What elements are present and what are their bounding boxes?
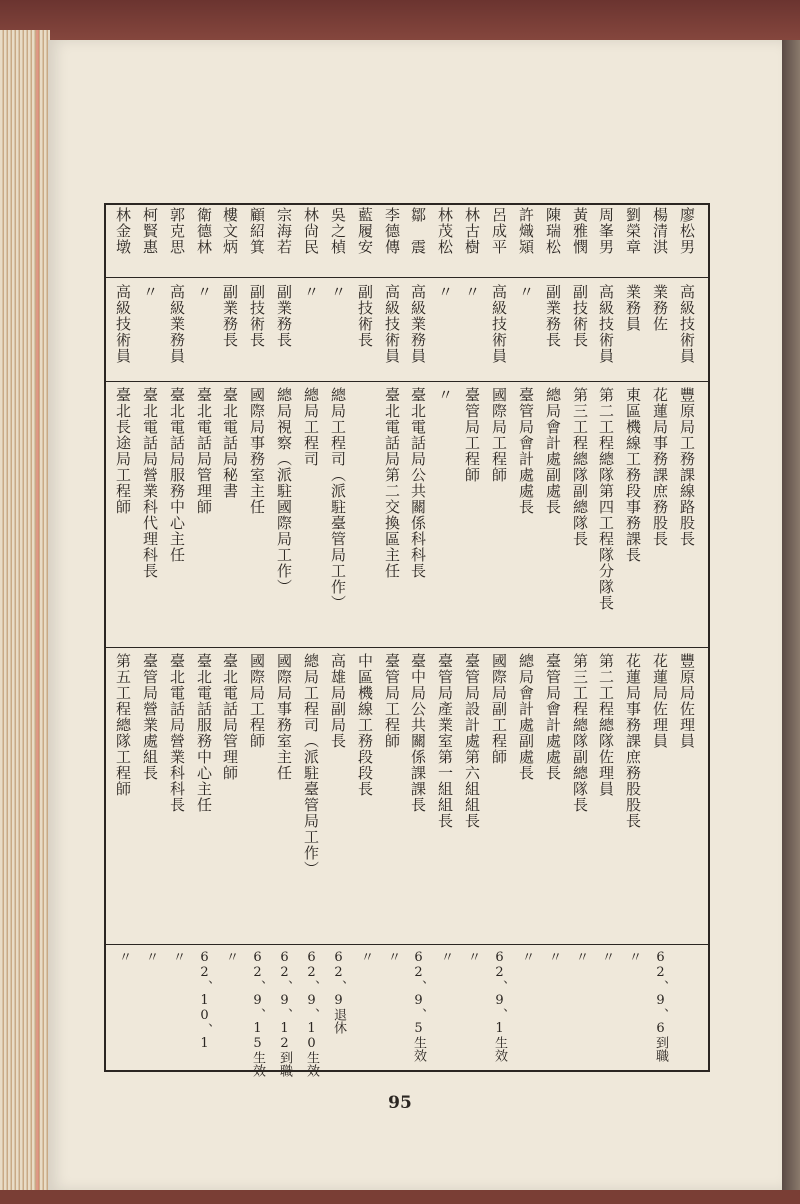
row-17-previous: 國際局事務室主任 (248, 387, 266, 515)
row-22-previous: 臺北長途局工程師 (114, 387, 132, 515)
row-13-date: 〃 (358, 950, 373, 963)
row-5-title: 副技術長 (571, 284, 589, 348)
row-6-post: 臺管局會計處處長 (544, 653, 562, 781)
row-11-title: 高級業務員 (409, 284, 427, 364)
row-12-name: 李德傳 (383, 207, 401, 255)
row-16-post: 國際局事務室主任 (275, 653, 293, 781)
table-border-right (708, 203, 710, 1072)
table-border-left (104, 203, 106, 1072)
row-7-post: 總局會計處副處長 (517, 653, 535, 781)
row-2-name: 楊清淇 (651, 207, 669, 255)
row-1-previous: 豐原局工務課線路股長 (678, 387, 696, 547)
row-8-post: 國際局副工程師 (490, 653, 508, 765)
row-9-post: 臺管局設計處第六組組長 (463, 653, 481, 829)
divider-name-title (104, 277, 710, 278)
row-1-post: 豐原局佐理員 (678, 653, 696, 749)
row-7-previous: 臺管局會計處處長 (517, 387, 535, 515)
row-14-post: 高雄局副局長 (329, 653, 347, 749)
row-22-post: 第五工程總隊工程師 (114, 653, 132, 797)
row-21-date: 〃 (143, 950, 158, 963)
divider-post-date (104, 944, 710, 945)
row-14-name: 吳之楨 (329, 207, 347, 255)
row-3-title: 業務員 (624, 284, 642, 332)
divider-title-previous (104, 381, 710, 382)
row-10-title: 〃 (436, 284, 454, 300)
row-9-previous: 臺管局工程師 (463, 387, 481, 483)
row-16-name: 宗海若 (275, 207, 293, 255)
row-11-post: 臺中局公共關係課課長 (409, 653, 427, 813)
row-6-previous: 總局會計處副處長 (544, 387, 562, 515)
table-border-bottom (104, 1070, 710, 1072)
row-7-date: 〃 (519, 950, 534, 963)
row-7-name: 許熾熲 (517, 207, 535, 255)
row-21-previous: 臺北電話局營業科代理科長 (141, 387, 159, 579)
row-14-date: 62、9退休 (331, 950, 346, 1034)
row-9-date: 〃 (465, 950, 480, 963)
row-4-post: 第二工程總隊佐理員 (597, 653, 615, 797)
row-10-post: 臺管局產業室第一組組長 (436, 653, 454, 829)
row-20-name: 郭克思 (168, 207, 186, 255)
row-21-post: 臺管局營業處組長 (141, 653, 159, 781)
row-15-title: 〃 (302, 284, 320, 300)
row-8-date: 62、9、1生效 (492, 950, 507, 1062)
row-18-name: 樓文炳 (221, 207, 239, 255)
row-8-name: 呂成平 (490, 207, 508, 255)
row-3-name: 劉榮章 (624, 207, 642, 255)
row-4-name: 周峯男 (597, 207, 615, 255)
row-12-previous: 臺北電話局第二交換區主任 (383, 387, 401, 579)
row-9-name: 林古樹 (463, 207, 481, 255)
row-5-post: 第三工程總隊副總隊長 (571, 653, 589, 813)
row-4-previous: 第二工程總隊第四工程隊分隊長 (597, 387, 615, 611)
row-6-title: 副業務長 (544, 284, 562, 348)
table-border-top (104, 203, 710, 205)
next-page-edge (782, 40, 800, 1190)
row-5-previous: 第三工程總隊副總隊長 (571, 387, 589, 547)
row-20-title: 高級業務員 (168, 284, 186, 364)
row-13-name: 藍履安 (356, 207, 374, 255)
row-16-date: 62、9、12到職 (277, 950, 292, 1077)
page-number: 95 (388, 1093, 412, 1113)
row-4-date: 〃 (599, 950, 614, 963)
row-1-name: 廖松男 (678, 207, 696, 255)
row-18-previous: 臺北電話局秘書 (221, 387, 239, 499)
row-17-post: 國際局工程師 (248, 653, 266, 749)
row-10-previous: 〃 (436, 387, 454, 403)
row-5-name: 黃雅憫 (571, 207, 589, 255)
row-3-post: 花蓮局事務課庶務股股長 (624, 653, 642, 829)
row-20-post: 臺北電話局營業科科長 (168, 653, 186, 813)
row-11-date: 62、9、5生效 (411, 950, 426, 1062)
row-14-previous: 總局工程司（派駐臺管局工作） (329, 387, 347, 611)
row-20-date: 〃 (170, 950, 185, 963)
row-15-previous: 總局工程司 (302, 387, 320, 467)
row-2-previous: 花蓮局事務課庶務股長 (651, 387, 669, 547)
row-17-title: 副技術長 (248, 284, 266, 348)
row-10-name: 林茂松 (436, 207, 454, 255)
row-21-name: 柯賢惠 (141, 207, 159, 255)
row-6-date: 〃 (546, 950, 561, 963)
row-22-title: 高級技術員 (114, 284, 132, 364)
row-2-title: 業務佐 (651, 284, 669, 332)
row-8-previous: 國際局工程師 (490, 387, 508, 483)
row-15-date: 62、9、10生效 (304, 950, 319, 1077)
row-22-date: 〃 (116, 950, 131, 963)
row-7-title: 〃 (517, 284, 535, 300)
row-19-name: 衛德林 (195, 207, 213, 255)
row-16-title: 副業務長 (275, 284, 293, 348)
row-15-post: 總局工程司（派駐臺管局工作） (302, 653, 320, 877)
row-17-date: 62、9、15生效 (250, 950, 265, 1077)
row-13-post: 中區機線工務段段長 (356, 653, 374, 797)
row-20-previous: 臺北電話局服務中心主任 (168, 387, 186, 563)
page-edges (0, 30, 50, 1190)
row-8-title: 高級技術員 (490, 284, 508, 364)
row-18-title: 副業務長 (221, 284, 239, 348)
row-12-title: 高級技術員 (383, 284, 401, 364)
row-19-date: 62、10、1 (197, 950, 212, 1051)
row-12-post: 臺管局工程師 (383, 653, 401, 749)
row-6-name: 陳瑞松 (544, 207, 562, 255)
row-1-title: 高級技術員 (678, 284, 696, 364)
row-19-previous: 臺北電話局管理師 (195, 387, 213, 515)
row-22-name: 林金墩 (114, 207, 132, 255)
row-14-title: 〃 (329, 284, 347, 300)
row-5-date: 〃 (573, 950, 588, 963)
row-12-date: 〃 (385, 950, 400, 963)
row-21-title: 〃 (141, 284, 159, 300)
row-2-date: 62、9、6到職 (653, 950, 668, 1062)
row-3-previous: 東區機線工務段事務課長 (624, 387, 642, 563)
row-16-previous: 總局視察（派駐國際局工作） (275, 387, 293, 595)
row-2-post: 花蓮局佐理員 (651, 653, 669, 749)
row-11-previous: 臺北電話局公共關係科科長 (409, 387, 427, 579)
row-11-name: 鄒 震 (409, 207, 427, 255)
row-19-title: 〃 (195, 284, 213, 300)
row-4-title: 高級技術員 (597, 284, 615, 364)
divider-previous-post (104, 647, 710, 648)
row-10-date: 〃 (438, 950, 453, 963)
personnel-table (58, 160, 718, 1076)
row-19-post: 臺北電話服務中心主任 (195, 653, 213, 813)
row-18-date: 〃 (223, 950, 238, 963)
row-18-post: 臺北電話局管理師 (221, 653, 239, 781)
row-17-name: 顧紹箕 (248, 207, 266, 255)
row-3-date: 〃 (626, 950, 641, 963)
row-9-title: 〃 (463, 284, 481, 300)
row-15-name: 林尙民 (302, 207, 320, 255)
row-13-title: 副技術長 (356, 284, 374, 348)
